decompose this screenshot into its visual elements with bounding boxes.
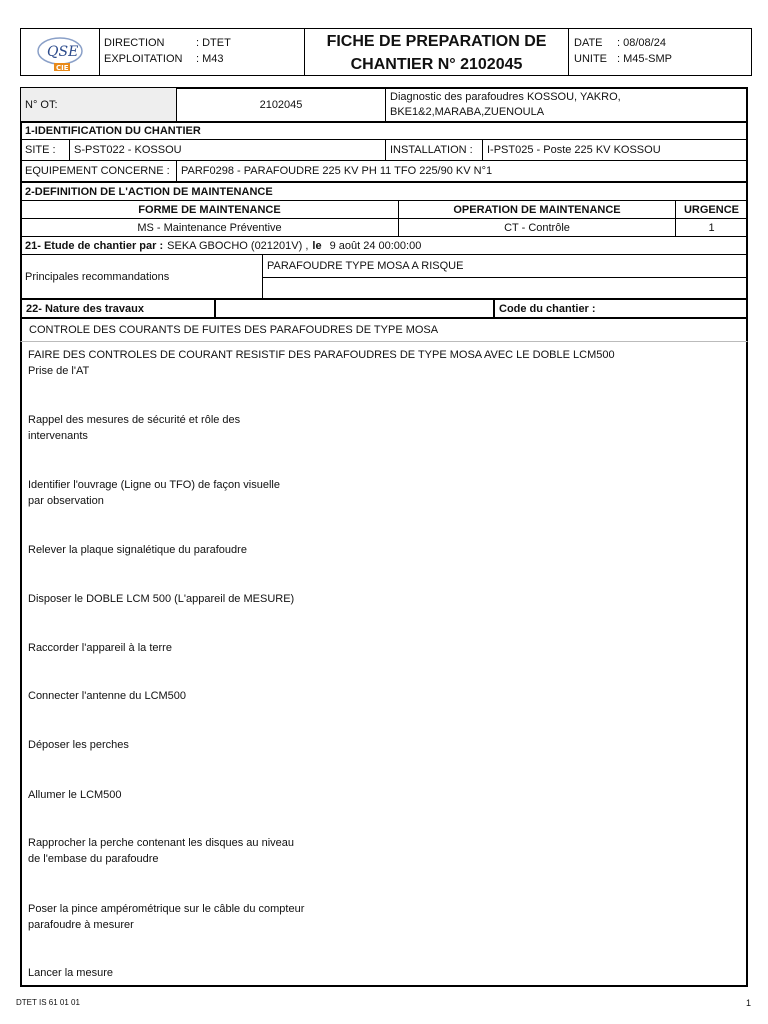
nature-label: 22- Nature des travaux — [26, 302, 144, 315]
section-identification-title: 1-IDENTIFICATION DU CHANTIER — [20, 121, 748, 140]
site-label-cell — [20, 139, 70, 161]
date-value: : 08/08/24 — [617, 37, 666, 49]
qse-logo-icon — [21, 29, 99, 75]
nature-label-cell — [20, 298, 216, 319]
step-line1: Raccorder l'appareil à la terre — [28, 642, 172, 654]
exploitation-value: : M43 — [196, 53, 224, 65]
etude-le: le — [312, 239, 322, 252]
step-item — [28, 965, 348, 981]
operation-value-cell — [398, 218, 676, 237]
step-item — [28, 901, 348, 933]
logo-text: QSE — [47, 44, 79, 60]
etude-row — [20, 236, 748, 255]
ot-value-cell — [176, 87, 386, 122]
footer-reference: DTET IS 61 01 01 — [16, 998, 80, 1007]
logo-sub: CIE — [56, 64, 69, 72]
step-line2: de l'embase du parafoudre — [28, 853, 159, 865]
step-line2: par observation — [28, 495, 104, 507]
travaux-summary-cell — [20, 318, 748, 342]
recommandations-value: PARAFOUDRE TYPE MOSA A RISQUE — [267, 260, 464, 272]
urgence-value: 1 — [708, 221, 715, 234]
ot-value: 2102045 — [259, 98, 303, 111]
col-urgence-header: URGENCE — [675, 200, 748, 219]
step-line1: Lancer la mesure — [28, 967, 113, 979]
step-line2: intervenants — [28, 430, 88, 442]
equipement-value: PARF0298 - PARAFOUDRE 225 KV PH 11 TFO 225/90 KV N°1 — [181, 165, 493, 177]
step-line2: parafoudre à mesurer — [28, 919, 134, 931]
page-title-line1: FICHE DE PREPARATION DE — [326, 33, 547, 50]
installation-value: I-PST025 - Poste 225 KV KOSSOU — [487, 144, 661, 156]
header-direction-box — [99, 28, 305, 76]
ot-description-cell — [385, 87, 748, 122]
step-line1: Allumer le LCM500 — [28, 789, 122, 801]
installation-label: INSTALLATION : — [390, 144, 473, 156]
etude-label: 21- Etude de chantier par : — [25, 239, 164, 252]
step-line1: Identifier l'ouvrage (Ligne ou TFO) de façon visuelle — [28, 479, 280, 491]
ot-label-cell — [20, 87, 177, 122]
unite-label: UNITE — [574, 53, 607, 65]
section-definition-title: 2-DEFINITION DE L'ACTION DE MAINTENANCE — [20, 181, 748, 201]
forme-value: MS - Maintenance Préventive — [137, 221, 282, 234]
logo-box — [20, 28, 100, 76]
urgence-value-cell — [675, 218, 748, 237]
exploitation-label: EXPLOITATION — [104, 53, 183, 65]
ot-description-line2: BKE1&2,MARABA,ZUENOULA — [390, 105, 545, 118]
direction-label: DIRECTION — [104, 37, 165, 49]
unite-value: : M45-SMP — [617, 53, 673, 65]
step-line1: Relever la plaque signalétique du parafoudre — [28, 544, 247, 556]
step-item — [28, 640, 348, 656]
recommandations-label-cell — [20, 254, 263, 299]
travaux-summary: CONTROLE DES COURANTS DE FUITES DES PARAFOUDRES DE TYPE MOSA — [29, 324, 439, 336]
ot-label: N° OT: — [25, 98, 58, 111]
installation-label-cell — [385, 139, 483, 161]
recommandations-extra-cell — [262, 277, 748, 299]
travaux-intro-line1: FAIRE DES CONTROLES DE COURANT RESISTIF DES PARAFOUDRES DE TYPE MOSA AVEC LE DOBLE LCM500 — [28, 349, 615, 361]
direction-value: : DTET — [196, 37, 231, 49]
col-forme-header: FORME DE MAINTENANCE — [20, 200, 399, 219]
step-line1: Connecter l'antenne du LCM500 — [28, 690, 187, 702]
step-line1: Déposer les perches — [28, 739, 129, 751]
date-box — [568, 28, 752, 76]
equipement-label: EQUIPEMENT CONCERNE : — [25, 165, 170, 177]
installation-value-cell — [482, 139, 748, 161]
step-item — [28, 412, 348, 444]
step-item — [28, 835, 348, 867]
recommandations-value-cell — [262, 254, 748, 278]
equipement-label-cell — [20, 160, 177, 182]
equipement-value-cell — [176, 160, 748, 182]
step-line1: Poser la pince ampérométrique sur le câble du compteur — [28, 903, 305, 915]
footer-page-number: 1 — [746, 998, 752, 1008]
etude-value: SEKA GBOCHO (021201V) , — [167, 239, 309, 252]
nature-empty-cell — [215, 298, 494, 319]
travaux-intro — [28, 347, 615, 379]
step-item — [28, 477, 348, 509]
etude-date: 9 août 24 00:00:00 — [329, 239, 422, 252]
step-line1: Disposer le DOBLE LCM 500 (L'appareil de MESURE) — [28, 593, 295, 605]
step-item — [28, 787, 348, 803]
step-line1: Rapprocher la perche contenant les disques au niveau — [28, 837, 295, 849]
travaux-intro-line2: Prise de l'AT — [28, 365, 90, 377]
ot-description-line1: Diagnostic des parafoudres KOSSOU, YAKRO, — [390, 90, 621, 103]
step-item — [28, 542, 348, 558]
site-label: SITE : — [25, 144, 56, 156]
page-title-line2: CHANTIER N° 2102045 — [350, 56, 523, 73]
forme-value-cell — [20, 218, 399, 237]
operation-value: CT - Contrôle — [504, 221, 570, 234]
title-box — [304, 28, 569, 76]
step-item — [28, 591, 348, 607]
date-label: DATE — [574, 37, 603, 49]
step-item — [28, 688, 348, 704]
site-value: S-PST022 - KOSSOU — [74, 144, 182, 156]
site-value-cell — [69, 139, 386, 161]
step-line1: Rappel des mesures de sécurité et rôle des — [28, 414, 241, 426]
recommandations-label: Principales recommandations — [25, 270, 170, 283]
step-item — [28, 737, 348, 753]
col-operation-header: OPERATION DE MAINTENANCE — [398, 200, 676, 219]
code-chantier-label: Code du chantier : — [499, 302, 596, 315]
code-chantier-cell — [493, 298, 748, 319]
